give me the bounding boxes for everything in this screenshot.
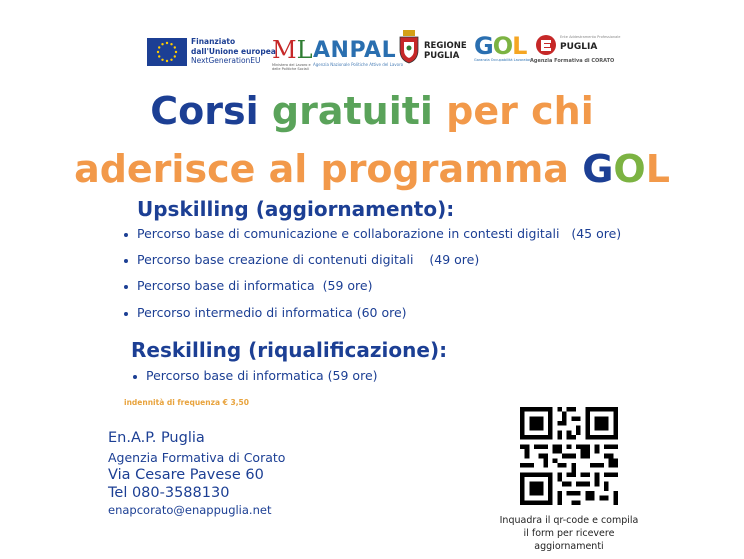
enap-caption: Agenzia Formativa di CORATO [530, 58, 615, 64]
ministry-caption: Ministero del Lavoro e delle Politiche Sociali [272, 63, 311, 71]
contact-email: enapcorato@enappuglia.net [108, 503, 272, 517]
contact-street: Via Cesare Pavese 60 [108, 467, 264, 483]
eu-funding-text: Finanziato dall'Unione europea NextGenerationEU [191, 37, 276, 65]
title-line-2: aderisce al programma GOL [74, 147, 670, 191]
qr-caption: Inquadra il qr-code e compila il form per ricevere aggiornamenti [499, 515, 639, 552]
qr-code-icon[interactable] [520, 407, 618, 505]
gol-caption: Garanzia Occupabilità Lavoratori [474, 58, 532, 62]
gol-logo: GOL [474, 32, 527, 60]
contact-agency: Agenzia Formativa di Corato [108, 450, 286, 465]
anpal-caption: Agenzia Nazionale Politiche Attive del Lavoro [313, 62, 404, 67]
list-item: Percorso base creazione di contenuti digitali (49 ore) [124, 252, 479, 267]
list-item: Percorso intermedio di informatica (60 ore) [124, 305, 407, 320]
list-item: Percorso base di informatica (59 ore) [133, 368, 378, 383]
contact-phone: Tel 080-3588130 [108, 485, 230, 501]
regione-puglia-logo: REGIONE PUGLIA [424, 41, 467, 61]
list-item: Percorso base di comunicazione e collaborazione in contesti digitali (45 ore) [124, 226, 621, 241]
contact-org: En.A.P. Puglia [108, 430, 205, 446]
enap-logo-icon [535, 34, 557, 56]
reskilling-heading: Reskilling (riqualificazione): [131, 338, 448, 362]
enap-logo-name: PUGLIA [560, 42, 598, 52]
enap-small-text: Ente Addestramento Professionale [560, 35, 621, 39]
puglia-shield-icon [398, 30, 420, 64]
eu-flag-icon [147, 38, 187, 66]
upskilling-heading: Upskilling (aggiornamento): [137, 197, 455, 221]
ministry-logo: ML Ministero del Lavoro e delle Politiche Sociali [272, 36, 313, 71]
list-item: Percorso base di informatica (59 ore) [124, 278, 372, 293]
title-line-1: Corsi gratuiti per chi [150, 89, 594, 133]
indemnity-note: indennità di frequenza € 3,50 [124, 398, 249, 407]
anpal-logo: ANPAL [313, 38, 397, 63]
